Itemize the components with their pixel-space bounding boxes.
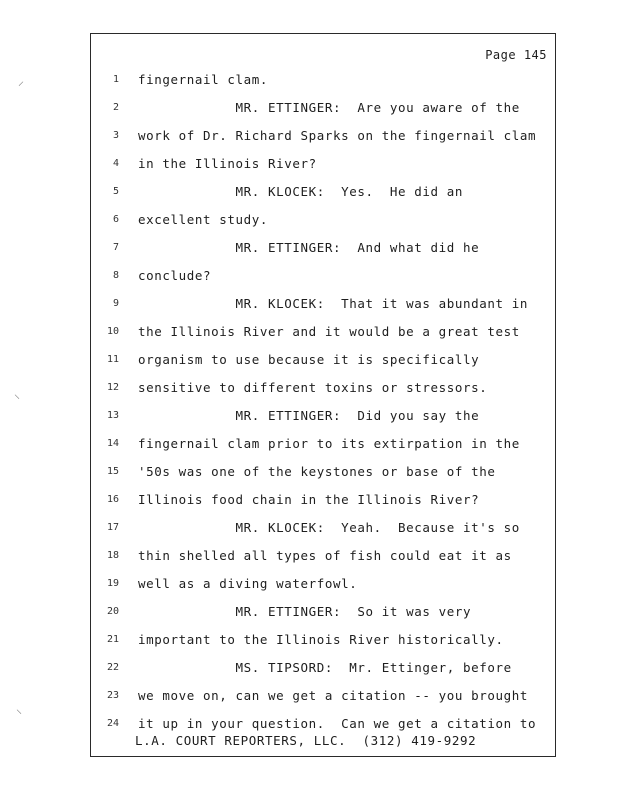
transcript-line: fingernail clam prior to its extirpation in the bbox=[138, 436, 520, 451]
line-number: 21 bbox=[106, 634, 119, 645]
line-number: 3 bbox=[112, 130, 119, 141]
line-number: 17 bbox=[106, 522, 119, 533]
line-number: 7 bbox=[112, 242, 119, 253]
page-number: Page 145 bbox=[485, 48, 547, 62]
transcript-line: MS. TIPSORD: Mr. Ettinger, before bbox=[138, 660, 512, 675]
transcript-line: excellent study. bbox=[138, 212, 269, 227]
line-number: 15 bbox=[106, 466, 119, 477]
line-number: 16 bbox=[106, 494, 119, 505]
line-number: 18 bbox=[106, 550, 119, 561]
line-number: 12 bbox=[106, 382, 119, 393]
transcript-line: MR. ETTINGER: And what did he bbox=[138, 240, 480, 255]
line-number: 22 bbox=[106, 662, 119, 673]
transcript-page bbox=[90, 33, 556, 757]
line-number: 13 bbox=[106, 410, 119, 421]
transcript-line: important to the Illinois River historically. bbox=[138, 632, 504, 647]
transcript-line: MR. ETTINGER: Did you say the bbox=[138, 408, 480, 423]
line-number: 8 bbox=[112, 270, 119, 281]
transcript-line: MR. KLOCEK: That it was abundant in bbox=[138, 296, 529, 311]
transcript-line: in the Illinois River? bbox=[138, 156, 317, 171]
line-number: 20 bbox=[106, 606, 119, 617]
transcript-line: the Illinois River and it would be a great test bbox=[138, 324, 520, 339]
line-number: 2 bbox=[112, 102, 119, 113]
line-number: 11 bbox=[106, 354, 119, 365]
transcript-line: thin shelled all types of fish could eat it as bbox=[138, 548, 512, 563]
transcript-line: MR. ETTINGER: So it was very bbox=[138, 604, 472, 619]
transcript-line: fingernail clam. bbox=[138, 72, 269, 87]
transcript-line: MR. KLOCEK: Yeah. Because it's so bbox=[138, 520, 520, 535]
transcript-line: well as a diving waterfowl. bbox=[138, 576, 358, 591]
line-number: 14 bbox=[106, 438, 119, 449]
line-number: 23 bbox=[106, 690, 119, 701]
transcript-line: we move on, can we get a citation -- you brought bbox=[138, 688, 529, 703]
transcript-line: organism to use because it is specifically bbox=[138, 352, 480, 367]
line-number: 4 bbox=[112, 158, 119, 169]
line-number: 6 bbox=[112, 214, 119, 225]
line-number: 19 bbox=[106, 578, 119, 589]
scan-mark: ⸜ bbox=[14, 387, 21, 401]
transcript-line: conclude? bbox=[138, 268, 212, 283]
transcript-line: Illinois food chain in the Illinois River? bbox=[138, 492, 480, 507]
line-number: 10 bbox=[106, 326, 119, 337]
court-reporter-footer: L.A. COURT REPORTERS, LLC. (312) 419-9292 bbox=[135, 733, 477, 748]
scan-mark: ⸜ bbox=[16, 702, 23, 716]
transcript-line: it up in your question. Can we get a citation to bbox=[138, 716, 537, 731]
line-number: 1 bbox=[112, 74, 119, 85]
line-number: 5 bbox=[112, 186, 119, 197]
transcript-line: sensitive to different toxins or stressors. bbox=[138, 380, 488, 395]
transcript-line: '50s was one of the keystones or base of the bbox=[138, 464, 496, 479]
transcript-line: MR. ETTINGER: Are you aware of the bbox=[138, 100, 520, 115]
line-number: 24 bbox=[106, 718, 119, 729]
scan-mark: ⸝ bbox=[18, 74, 25, 88]
line-number: 9 bbox=[112, 298, 119, 309]
transcript-line: MR. KLOCEK: Yes. He did an bbox=[138, 184, 464, 199]
transcript-line: work of Dr. Richard Sparks on the fingernail clam bbox=[138, 128, 537, 143]
